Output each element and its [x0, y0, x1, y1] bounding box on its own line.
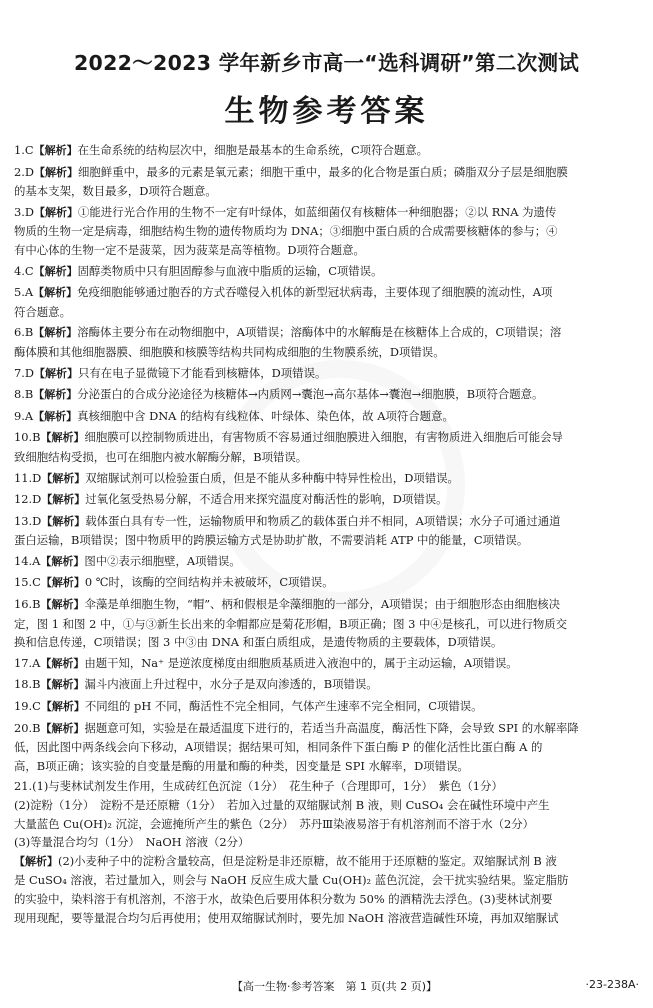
- analysis-tag: 【解析】: [14, 854, 58, 868]
- answer-item: [14, 595, 642, 652]
- answer-item: [14, 364, 642, 384]
- answer-line: 16.B【解析】伞藻是单细胞生物，“帽”、柄和假根是伞藻细胞的一部分，A项错误；由于细胞形态由细胞核决: [14, 595, 642, 615]
- answer-line: 15.C【解析】0 ℃时，该酶的空间结构并未被破坏，C项错误。: [14, 573, 642, 593]
- answer-number: 20.B: [14, 720, 41, 735]
- answer-line: 1.C【解析】在生命系统的结构层次中，细胞是最基本的生命系统，C项符合题意。: [14, 141, 642, 161]
- analysis-tag: 【解析】: [34, 366, 79, 380]
- answer-line: 蛋白运输，B项错误；图中物质甲的跨膜运输方式是协助扩散，不需要消耗 ATP 中的能量，C项错误。: [14, 533, 529, 548]
- answer-line: 的基本支架，数目最多，D项符合题意。: [14, 184, 217, 199]
- answer-item: [14, 697, 642, 717]
- answer-line: 9.A【解析】真核细胞中含 DNA 的结构有线粒体、叶绿体、染色体，故 A项符合题意。: [14, 407, 642, 427]
- answer-number: 12.D: [14, 492, 42, 507]
- answer-item: [14, 283, 642, 321]
- answer-line: 6.B【解析】溶酶体主要分布在动物细胞中，A项错误；溶酶体中的水解酶是在核糖体上合成的，C项错误；溶: [14, 323, 642, 343]
- analysis-tag: 【解析】: [40, 678, 85, 692]
- answer-number: 16.B: [14, 597, 41, 612]
- answer-line: 5.A【解析】免疫细胞能够通过胞吞的方式吞噬侵入机体的新型冠状病毒，主要体现了细胞膜的流动性，A项: [14, 283, 642, 303]
- answer-line: 13.D【解析】载体蛋白具有专一性，运输物质甲和物质乙的载体蛋白并不相同，A项错误；水分子可通过通道: [14, 512, 642, 532]
- analysis-tag: 【解析】: [40, 598, 85, 612]
- answer-line: 18.B【解析】漏斗内液面上升过程中，水分子是双向渗透的，B项错误。: [14, 675, 642, 695]
- answer-line: (2)淀粉（1分） 淀粉不是还原糖（1分） 若加入过量的双缩脲试剂 B 液，则 CuSO₄ 会在碱性环境中产生: [14, 798, 550, 812]
- analysis-tag: 【解析】: [40, 431, 85, 445]
- answer-item: [14, 675, 642, 695]
- answer-number: 15.C: [14, 575, 41, 590]
- answer-item: [14, 469, 642, 489]
- answer-line: 致细胞结构受损，也可在细胞内被水解酶分解，B项错误。: [14, 449, 308, 464]
- analysis-tag: 【解析】: [40, 576, 85, 590]
- answer-number: 13.D: [14, 513, 42, 528]
- answer-line: 17.A【解析】由题干知，Na⁺ 是逆浓度梯度由细胞质基质进入液泡中的，属于主动运输，A项错误。: [14, 654, 642, 674]
- answer-item: [14, 573, 642, 593]
- answer-number: 4.C: [14, 263, 34, 278]
- answer-line: 的实验中，染料溶于有机溶剂，不溶于水，故染色后要用体积分数为 50% 的酒精洗去浮色。(3)斐林试剂要: [14, 891, 553, 906]
- answer-item: [14, 163, 642, 201]
- answer-item: [14, 777, 642, 927]
- analysis-tag: 【解析】: [33, 286, 78, 300]
- analysis-tag: 【解析】: [33, 264, 78, 278]
- answer-item: [14, 428, 642, 466]
- answer-line: 11.D【解析】双缩脲试剂可以检验蛋白质，但是不能从多种酶中特异性检出，D项错误。: [14, 469, 642, 489]
- analysis-tag: 【解析】: [40, 554, 85, 568]
- analysis-tag: 【解析】: [41, 514, 86, 528]
- footer-page-info: 【高一生物·参考答案 第 1 页(共 2 页)】: [232, 980, 438, 993]
- answer-number: 19.C: [14, 699, 41, 714]
- answer-line: 7.D【解析】只有在电子显微镜下才能看到核糖体，D项错误。: [14, 364, 642, 384]
- answer-line: 换和信息传递，C项错误；图 3 中③由 DNA 和蛋白质组成，是遗传物质的主要载体，D项错误。: [14, 635, 503, 650]
- answer-line: 10.B【解析】细胞膜可以控制物质进出，有害物质不容易通过细胞膜进入细胞，有害物质进入细胞后可能会导: [14, 428, 642, 448]
- analysis-tag: 【解析】: [34, 205, 79, 219]
- answer-line: 2.D【解析】细胞鲜重中，最多的元素是氧元素；细胞干重中，最多的化合物是蛋白质；磷脂双分子层是细胞膜: [14, 163, 642, 183]
- answer-line: 21.(1)与斐林试剂发生作用，生成砖红色沉淀（1分） 花生种子（合理即可，1分） 紫色（1分）: [14, 777, 642, 796]
- answer-item: [14, 323, 642, 361]
- answer-number: 11.D: [14, 470, 42, 485]
- answer-number: 18.B: [14, 677, 41, 692]
- answer-item: [14, 141, 642, 161]
- answer-line: 高，B项正确；该实验的自变量是酶的用量和酶的种类，因变量是 SPI 水解率，D项错误。: [14, 758, 469, 773]
- answer-number: 6.B: [14, 325, 34, 340]
- answer-number: 21.: [14, 779, 33, 794]
- document-subtitle: 生物参考答案: [224, 94, 429, 129]
- document-title: 2022～2023 学年新乡市高一“选科调研”第二次测试: [73, 51, 580, 75]
- answer-number: 9.A: [14, 408, 34, 423]
- answer-item: [14, 385, 642, 405]
- analysis-tag: 【解析】: [33, 326, 78, 340]
- answer-item: [14, 719, 642, 776]
- analysis-tag: 【解析】: [40, 721, 85, 735]
- answer-line: 有中心体的生物一定不是菠菜，因为菠菜是高等植物。D项符合题意。: [14, 242, 365, 257]
- analysis-tag: 【解析】: [41, 493, 86, 507]
- answer-line: 【解析】(2)小麦种子中的淀粉含量较高，但是淀粉是非还原糖，故不能用于还原糖的鉴定。双缩脲试剂 B 液: [14, 853, 557, 868]
- answer-list: [14, 141, 642, 929]
- answer-item: [14, 654, 642, 674]
- answer-line: 19.C【解析】不同组的 pH 不同，酶活性不完全相同，气体产生速率不完全相同，C项错误。: [14, 697, 642, 717]
- analysis-tag: 【解析】: [40, 656, 85, 670]
- answer-line: 低，因此图中两条线会向下移动，A项错误；据结果可知，相同条件下蛋白酶 P 的催化活性比蛋白酶 A 的: [14, 740, 543, 755]
- answer-number: 17.A: [14, 655, 41, 670]
- analysis-tag: 【解析】: [34, 165, 79, 179]
- answer-line: 8.B【解析】分泌蛋白的合成分泌途径为核糖体→内质网→囊泡→高尔基体→囊泡→细胞膜，B项符合题意。: [14, 385, 642, 405]
- answer-line: 符合题意。: [14, 304, 71, 319]
- answer-line: 4.C【解析】固醇类物质中只有胆固醇参与血液中脂质的运输，C项错误。: [14, 262, 642, 282]
- answer-item: [14, 262, 642, 282]
- analysis-tag: 【解析】: [41, 471, 86, 485]
- answer-line: 物质的生物一定是病毒，细胞结构生物的遗传物质均为 DNA；③细胞中蛋白质的合成需要核糖体的参与；④: [14, 224, 558, 239]
- answer-line: (3)等量混合均匀（1分） NaOH 溶液（2分）: [14, 835, 250, 850]
- answer-number: 2.D: [14, 164, 35, 179]
- analysis-tag: 【解析】: [33, 144, 78, 157]
- analysis-tag: 【解析】: [33, 409, 78, 423]
- answer-line: 定，图 1 和图 2 中，①与③新生长出来的伞帽都应是菊花形帽，B项正确；图 3 中④是核孔，可以进行物质交: [14, 616, 568, 631]
- analysis-tag: 【解析】: [40, 700, 85, 714]
- answer-line: 酶体膜和其他细胞器膜、细胞膜和核膜等结构共同构成细胞的生物膜系统，D项错误。: [14, 344, 445, 359]
- answer-number: 8.B: [14, 387, 34, 402]
- answer-item: [14, 552, 642, 572]
- answer-number: 14.A: [14, 553, 41, 568]
- answer-item: [14, 407, 642, 427]
- answer-line: 14.A【解析】图中②表示细胞壁，A项错误。: [14, 552, 642, 572]
- answer-line: 3.D【解析】①能进行光合作用的生物不一定有叶绿体，如蓝细菌仅有核糖体一种细胞器；②以 RNA 为遗传: [14, 203, 642, 223]
- answer-item: [14, 512, 642, 550]
- answer-number: 1.C: [14, 143, 34, 157]
- answer-line: 20.B【解析】据题意可知，实验是在最适温度下进行的，若适当升高温度，酶活性下降，会导致 SPI 的水解率降: [14, 719, 642, 739]
- analysis-tag: 【解析】: [33, 388, 78, 402]
- answer-line: 大量蓝色 Cu(OH)₂ 沉淀，会遮掩所产生的紫色（2分） 苏丹Ⅲ染液易溶于有机溶剂而不溶于水（2分）: [14, 816, 535, 831]
- answer-line: 12.D【解析】过氧化氢受热易分解，不适合用来探究温度对酶活性的影响，D项错误。: [14, 490, 642, 510]
- answer-number: 3.D: [14, 204, 35, 219]
- answer-item: [14, 203, 642, 260]
- answer-number: 10.B: [14, 430, 41, 445]
- answer-line: 现用现配，要等量混合均匀后再使用；使用双缩脲试剂时，要先加 NaOH 溶液营造碱性环境，再加双缩脲试: [14, 910, 559, 925]
- answer-line: 是 CuSO₄ 溶液，若过量加入，则会与 NaOH 反应生成大量 Cu(OH)₂ 蓝色沉淀，会干扰实验结果。鉴定脂肪: [14, 873, 569, 888]
- answer-number: 7.D: [14, 365, 35, 380]
- answer-item: [14, 490, 642, 510]
- footer-code: ·23-238A·: [585, 978, 639, 991]
- answer-number: 5.A: [14, 285, 34, 300]
